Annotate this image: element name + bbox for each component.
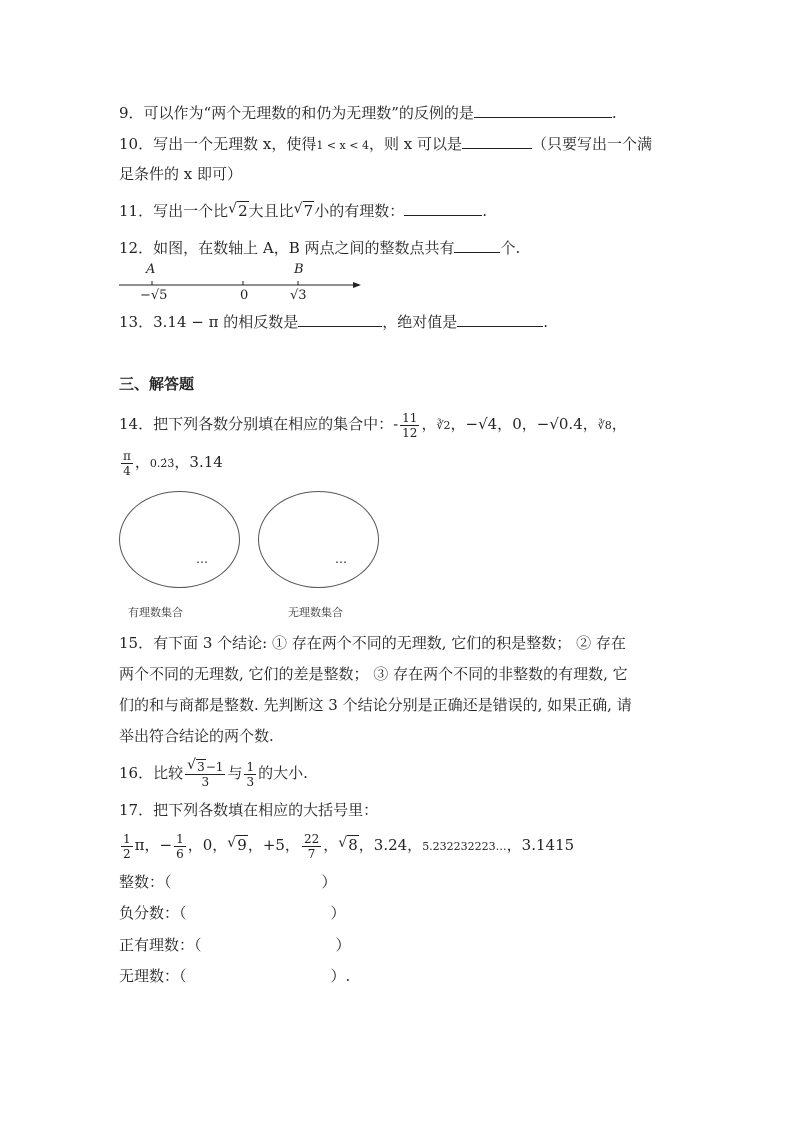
sqrt-2: √ 2 — [228, 201, 248, 220]
q12-post: 个. — [500, 239, 521, 257]
frac-22-7: $\frac{22}{7}$ — [303, 831, 320, 861]
q11-answer-blank[interactable] — [404, 201, 482, 216]
q13-blank-abs[interactable] — [457, 312, 543, 327]
question-10-line2 — [119, 164, 242, 184]
question-15-line2: 两个不同的无理数, 它们的差是整数； ③ 存在两个不同的非整数的有理数, 它 — [119, 665, 628, 683]
frac-pi-4: $\frac{\pi}{4}$ — [123, 448, 131, 478]
question-12 — [119, 238, 520, 258]
integers-input[interactable] — [172, 873, 322, 887]
q9-period: . — [611, 104, 617, 122]
axis-arrow-icon — [353, 282, 361, 288]
rational-ellipsis: … — [196, 552, 208, 566]
frac-1-2: $\frac{1}{2}$ — [123, 831, 131, 861]
question-11 — [119, 201, 487, 221]
q12-text: 12．如图，在数轴上 A，B 两点之间的整数点共有 — [119, 239, 455, 257]
category-label: 负分数：（ — [119, 904, 187, 922]
irrational-set-ellipse[interactable] — [258, 491, 379, 588]
positive-rationals-input[interactable] — [202, 936, 336, 950]
category-irrationals — [119, 966, 350, 986]
num-plus5: ，+5， — [247, 836, 300, 854]
negative-fractions-input[interactable] — [187, 904, 331, 918]
q13-text-mid: ，绝对值是 — [382, 313, 458, 331]
cbrt-8: ∛8 — [597, 419, 612, 432]
close-paren: ） — [335, 936, 351, 954]
cbrt-2: ∛2 — [436, 419, 451, 432]
rational-set-label: 有理数集合 — [128, 606, 183, 619]
repeating-decimal: 0.2̇3̇ — [149, 457, 175, 470]
q14-frac-sign: - — [393, 415, 399, 433]
category-label: 整数：（ — [119, 873, 172, 891]
num-5-232: 5.232232223… — [422, 840, 507, 853]
category-positive-rationals — [119, 935, 351, 955]
q11-text-post: 小的有理数： — [314, 202, 405, 220]
category-label: 正有理数：（ — [119, 936, 202, 954]
category-label: 无理数：（ — [119, 967, 187, 985]
tick-neg-sqrt5: −√5 — [140, 288, 168, 303]
category-negative-fractions — [119, 903, 346, 923]
question-13 — [119, 312, 548, 332]
q9-answer-blank[interactable] — [474, 103, 612, 118]
neg-sign: − — [159, 836, 173, 854]
sqrt-9: √ 9 — [227, 835, 247, 854]
close-paren: ） — [330, 904, 346, 922]
q9-text: 9．可以作为“两个无理数的和仍为无理数”的反例的是 — [119, 104, 474, 122]
q16-mid: 与 — [227, 764, 243, 782]
frac-1-3: $\frac{1}{3}$ — [246, 759, 255, 789]
section-heading: 三、解答题 — [119, 375, 195, 393]
irrational-ellipsis: … — [335, 552, 347, 566]
q11-text-mid: 大且比 — [248, 202, 294, 220]
q16-text: 16．比较 — [119, 764, 184, 782]
value-3-14: 3.14 — [189, 453, 223, 471]
num-zero: ，0， — [187, 836, 228, 854]
point-a-label: A — [146, 262, 156, 277]
q16-post: 的大小. — [258, 764, 308, 782]
q10-text-mid: ，则 x 可以是 — [368, 135, 462, 153]
neg-sqrt-4: −√4 — [465, 415, 498, 433]
close-paren: ）. — [330, 967, 351, 985]
tick-sqrt3: √3 — [290, 288, 307, 303]
question-17: 17．把下列各数填在相应的大括号里： — [119, 801, 379, 819]
q10-note-cont: 足条件的 x 即可） — [119, 165, 242, 183]
sqrt-7: √ 7 — [293, 201, 314, 220]
category-integers — [119, 872, 337, 892]
question-15-line4: 举出符合结论的两个数. — [119, 727, 274, 745]
sqrt-8: √ 8 — [338, 835, 358, 854]
q11-period: . — [482, 202, 487, 220]
question-10 — [119, 134, 652, 156]
question-15-line1: 15．有下面 3 个结论: ① 存在两个不同的无理数, 它们的积是整数； ② 存在 — [119, 634, 626, 652]
tick-zero: 0 — [240, 288, 249, 303]
q10-text: 10．写出一个无理数 x，使得 — [119, 135, 317, 153]
q13-text: 13．3.14 − π 的相反数是 — [119, 313, 299, 331]
q11-text: 11．写出一个比 — [119, 202, 229, 220]
q12-answer-blank[interactable] — [454, 238, 500, 253]
question-16 — [119, 756, 308, 790]
q14-text: 14．把下列各数分别填在相应的集合中： — [119, 415, 394, 433]
frac-sqrt3-minus-1-over-3: √ 3−1 3 — [187, 756, 224, 789]
question-17-numbers: $\frac{1}{2}$ π，− $\frac{1}{6}$ ，0， √ 9，+5， $\frac{22}{7}$ ， √ 8，3.24，5.232232223…，3.1415 — [119, 828, 574, 864]
irrationals-input[interactable] — [187, 967, 331, 981]
zero: 0 — [512, 415, 522, 433]
num-3-24: ，3.24， — [358, 836, 423, 854]
q13-blank-opposite[interactable] — [298, 312, 382, 327]
question-14-line2: $\frac{\pi}{4}$ ，0.2̇3̇，3.14 — [123, 448, 223, 478]
q10-answer-blank[interactable] — [462, 134, 532, 149]
rational-set-ellipse[interactable] — [119, 491, 240, 588]
neg-sqrt-0-4: −√0.4 — [536, 415, 583, 433]
frac-1-6: $\frac{1}{6}$ — [176, 831, 184, 861]
num-3-1415: ，3.1415 — [506, 836, 575, 854]
frac-11-12: $\frac{11}{12}$ — [402, 410, 418, 440]
close-paren: ） — [321, 873, 337, 891]
point-b-label: B — [294, 262, 304, 277]
question-9 — [119, 103, 617, 123]
question-14: 14．把下列各数分别填在相应的集合中：- $\frac{11}{12}$ ，∛2，−√4，0，−√0.4，∛8， — [119, 410, 627, 440]
irrational-set-label: 无理数集合 — [288, 606, 343, 619]
q10-condition: 1 < x < 4 — [316, 139, 369, 152]
q10-note: （只要写出一个满 — [531, 135, 652, 153]
question-15-line3: 们的和与商都是整数. 先判断这 3 个结论分别是正确还是错误的, 如果正确, 请 — [119, 696, 632, 714]
pi-symbol: π， — [134, 836, 160, 854]
q13-period: . — [543, 313, 549, 331]
